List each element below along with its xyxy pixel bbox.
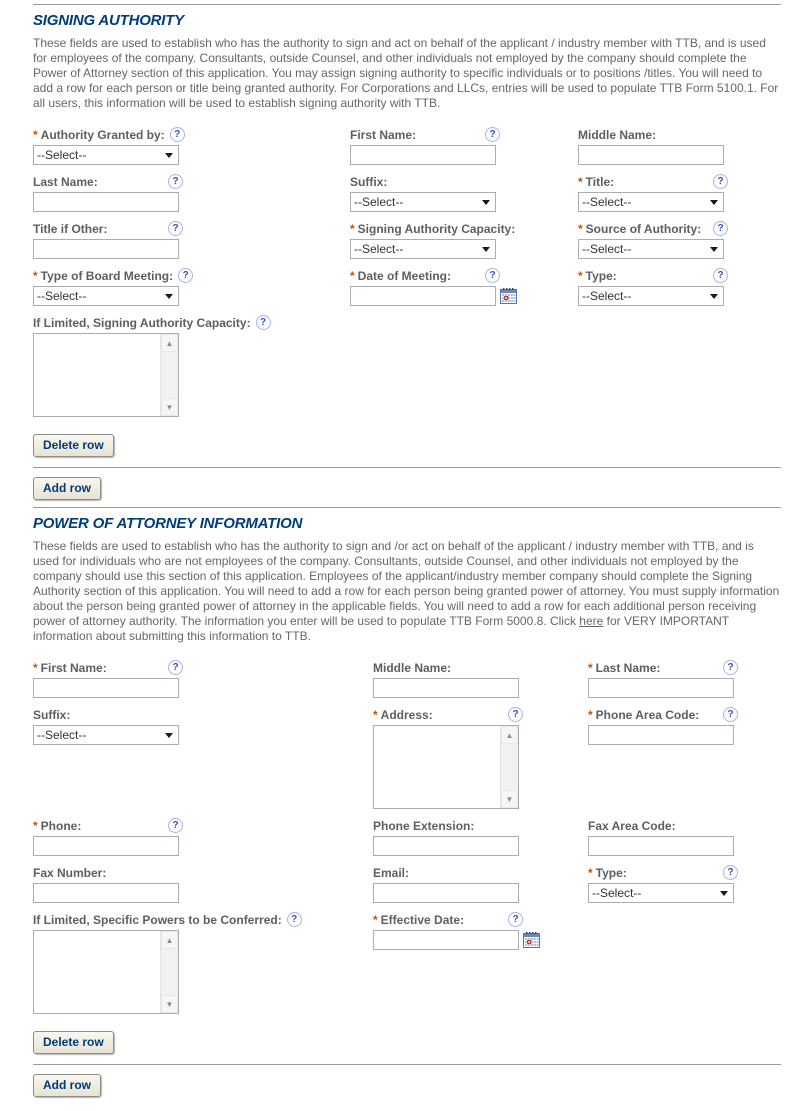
required-marker: * [33,818,38,833]
scroll-up-icon[interactable]: ▲ [161,334,178,352]
source-of-authority-select-wrap [578,239,724,259]
poa-type-select[interactable] [588,883,734,903]
help-icon[interactable]: ? [713,268,728,283]
type-field [578,268,781,306]
poa-middle-name-input[interactable] [373,678,519,698]
field-label: Type of Board Meeting: [40,268,174,283]
section-signing-authority [33,12,781,500]
authority-granted-by-select-wrap [33,145,179,165]
poa-type-label [588,865,738,880]
top-divider [33,4,781,5]
label-text-group [350,222,515,236]
description-text: for VERY IMPORTANT information about submitting this information to TTB. [33,614,729,643]
poa-phone-area-code-field [588,707,781,745]
field-label: Address: [380,707,433,722]
poa-type-field [588,865,781,903]
help-icon[interactable]: ? [485,127,500,142]
help-icon[interactable]: ? [508,912,523,927]
signing-authority-capacity-label [350,221,516,236]
poa-effective-date-date-wrap [373,930,588,950]
poa-phone-input[interactable] [33,836,179,856]
field-row [33,707,781,809]
required-marker: * [588,707,593,722]
suffix-select-wrap [350,192,496,212]
poa-phone-field [33,818,373,856]
help-icon[interactable]: ? [723,660,738,675]
section-title: SIGNING AUTHORITY [33,12,185,29]
scroll-down-icon[interactable]: ▼ [161,995,178,1013]
section-description [33,539,781,644]
poa-if-limited-specific-powers-textarea[interactable] [34,931,160,1013]
field-row [33,268,781,306]
field-label: Title if Other: [33,221,108,236]
poa-address-textarea[interactable] [374,726,500,808]
poa-first-name-label [33,660,183,675]
help-icon[interactable]: ? [168,221,183,236]
power-of-attorney-fields [33,660,781,1014]
poa-first-name-field [33,660,373,698]
required-marker: * [578,268,583,283]
field-row [33,912,781,1014]
type-select-wrap [578,286,724,306]
poa-suffix-label [33,707,183,722]
poa-last-name-input[interactable] [588,678,734,698]
label-text-group [578,128,656,142]
scroll-down-icon[interactable]: ▼ [161,398,178,416]
label-text-group [33,661,107,675]
required-marker: * [33,660,38,675]
poa-phone-label [33,818,183,833]
help-icon[interactable]: ? [168,660,183,675]
poa-last-name-field [588,660,781,698]
help-icon[interactable]: ? [178,268,193,283]
field-label: First Name: [40,660,107,675]
field-label: Type: [585,268,617,283]
if-limited-signing-authority-capacity-textarea-wrap [33,333,179,417]
scrollbar[interactable] [160,334,178,416]
button-divider [33,1064,781,1065]
delete-row-button[interactable]: Delete row [33,434,114,457]
signing-authority-capacity-select-wrap [350,239,496,259]
field-label: Suffix: [33,707,71,722]
scroll-up-icon[interactable]: ▲ [501,726,518,744]
section-power-of-attorney [33,515,781,1097]
title-field [578,174,781,212]
label-text-group [588,661,660,675]
section-description: These fields are used to establish who has the authority to sign and act on behalf of the applicant / industry member with TTB, and is used for employees of the company. Consultants, outside Counsel, and other individuals not employed by the company should complete the Power of Attorney section of this application. You may assign signing authority to specific individuals or to positions /titles. You will need to add a row for each person or title being granted authority. For Corporations and LLCs, entries will be used to populate TTB Form 5100.1. For all users, this information will be used to establish signing authority with TTB. [33,36,779,110]
label-text-group [588,819,676,833]
first-name-label [350,127,500,142]
field-label: Type: [595,865,627,880]
field-row [33,221,781,259]
label-text-group [33,819,81,833]
poa-fax-area-code-label [588,818,738,833]
add-row-button[interactable]: Add row [33,1074,101,1097]
authority-granted-by-select[interactable] [33,145,179,165]
label-text-group [350,175,387,189]
scrollbar[interactable] [160,931,178,1013]
help-icon[interactable]: ? [723,707,738,722]
field-row [33,818,781,856]
field-label: Signing Authority Capacity: [357,221,516,236]
title-if-other-field [33,221,350,259]
label-text-group [578,222,701,236]
poa-phone-extension-field [373,818,588,856]
middle-name-input[interactable] [578,145,724,165]
help-icon[interactable]: ? [713,221,728,236]
label-text-group [350,128,416,142]
help-icon[interactable]: ? [287,912,302,927]
required-marker: * [350,221,355,236]
field-row [33,127,781,165]
if-limited-signing-authority-capacity-field [33,315,350,417]
poa-middle-name-field [373,660,588,698]
field-label: Middle Name: [578,127,657,142]
poa-email-field [373,865,588,903]
required-marker: * [588,865,593,880]
type-of-board-meeting-label [33,268,189,283]
label-text-group [373,913,464,927]
required-marker: * [578,221,583,236]
type-of-board-meeting-select[interactable] [33,286,179,306]
field-label: If Limited, Signing Authority Capacity: [33,315,251,330]
poa-fax-number-field [33,865,373,903]
first-name-field [350,127,578,165]
title-if-other-input[interactable] [33,239,179,259]
poa-address-label [373,707,523,722]
date-of-meeting-input[interactable] [350,286,496,306]
label-text-group [33,128,165,142]
field-label: Source of Authority: [585,221,702,236]
poa-if-limited-specific-powers-field [33,912,373,1014]
poa-first-name-input[interactable] [33,678,179,698]
type-of-board-meeting-select-wrap [33,286,179,306]
label-text-group [373,661,451,675]
form-page [0,4,799,1111]
field-label: Middle Name: [373,660,452,675]
poa-phone-extension-label [373,818,523,833]
date-of-meeting-date-wrap [350,286,578,306]
label-text-group [350,269,451,283]
source-of-authority-select[interactable] [578,239,724,259]
required-marker: * [373,707,378,722]
here-link[interactable]: here [579,614,604,628]
help-icon[interactable]: ? [170,127,185,142]
poa-effective-date-field [373,912,588,950]
title-if-other-label [33,221,183,236]
add-row-button[interactable]: Add row [33,477,101,500]
label-text-group [588,708,699,722]
poa-suffix-select-wrap [33,725,179,745]
suffix-field [350,174,578,212]
suffix-select[interactable] [350,192,496,212]
help-icon[interactable]: ? [168,818,183,833]
label-text-group [373,866,409,880]
scroll-up-icon[interactable]: ▲ [161,931,178,949]
field-row [33,174,781,212]
poa-last-name-label [588,660,738,675]
label-text-group [33,269,173,283]
authority-granted-by-label [33,127,183,142]
help-icon[interactable]: ? [713,174,728,189]
type-label [578,268,728,283]
help-icon[interactable]: ? [168,174,183,189]
last-name-field [33,174,350,212]
required-marker: * [33,268,38,283]
poa-address-field [373,707,588,809]
source-of-authority-field [578,221,781,259]
poa-email-label [373,865,523,880]
label-text-group [33,708,70,722]
label-text-group [373,708,433,722]
label-text-group [33,222,107,236]
field-row [33,865,781,903]
poa-fax-number-input[interactable] [33,883,179,903]
field-label: Last Name: [595,660,661,675]
help-icon[interactable]: ? [485,268,500,283]
poa-type-select-wrap [588,883,734,903]
poa-suffix-field [33,707,373,745]
label-text-group [578,175,614,189]
label-text-group [33,866,106,880]
source-of-authority-label [578,221,728,236]
type-select[interactable] [578,286,724,306]
poa-fax-number-label [33,865,183,880]
field-row [33,315,781,417]
suffix-label [350,174,500,189]
field-label: Email: [373,865,410,880]
poa-address-textarea-wrap [373,725,519,809]
help-icon[interactable]: ? [723,865,738,880]
if-limited-signing-authority-capacity-textarea[interactable] [34,334,160,416]
label-text-group [33,175,98,189]
middle-name-field [578,127,781,165]
delete-row-button[interactable]: Delete row [33,1031,114,1054]
poa-middle-name-label [373,660,523,675]
poa-phone-area-code-label [588,707,738,722]
section-divider [33,507,781,508]
field-label: Authority Granted by: [40,127,165,142]
label-text-group [578,269,617,283]
required-marker: * [373,912,378,927]
help-icon[interactable]: ? [508,707,523,722]
authority-granted-by-field [33,127,350,165]
field-label: Fax Number: [33,865,107,880]
first-name-input[interactable] [350,145,496,165]
field-label: Phone Extension: [373,818,475,833]
last-name-input[interactable] [33,192,179,212]
calendar-icon[interactable] [500,288,519,305]
label-text-group [373,819,474,833]
poa-fax-area-code-field [588,818,781,856]
calendar-icon[interactable] [523,932,542,949]
field-label: Last Name: [33,174,98,189]
signing-authority-capacity-select[interactable] [350,239,496,259]
required-marker: * [578,174,583,189]
middle-name-label [578,127,728,142]
field-label: If Limited, Specific Powers to be Conferred: [33,912,282,927]
field-label: Fax Area Code: [588,818,676,833]
poa-email-input[interactable] [373,883,519,903]
required-marker: * [588,660,593,675]
field-label: Suffix: [350,174,388,189]
help-icon[interactable]: ? [256,315,271,330]
scroll-down-icon[interactable]: ▼ [501,790,518,808]
field-label: Date of Meeting: [357,268,452,283]
date-of-meeting-label [350,268,500,283]
required-marker: * [33,127,38,142]
date-of-meeting-field [350,268,578,306]
empty-cell [578,315,781,316]
field-row [33,660,781,698]
poa-if-limited-specific-powers-textarea-wrap [33,930,179,1014]
signing-authority-fields [33,127,781,417]
poa-phone-area-code-input[interactable] [588,725,734,745]
section-title: POWER OF ATTORNEY INFORMATION [33,515,303,532]
signing-authority-capacity-field [350,221,578,259]
poa-fax-area-code-input[interactable] [588,836,734,856]
type-of-board-meeting-field [33,268,350,306]
poa-effective-date-label [373,912,523,927]
field-label: Phone Area Code: [595,707,700,722]
poa-effective-date-input[interactable] [373,930,519,950]
description-text: These fields are used to establish who has the authority to sign and /or act on behalf of the applicant / industry member with TTB, and is used for individuals who are not employees of the company. Consultants, outside Counsel, and other individuals not employed by the company should use this section of this application. Employees of the applicant/industry member company should complete the Signing Authority section of this application. You will need to add a row for each person being granted power of attorney. You must supply information about the person being granted power of attorney in the applicable fields. You will need to add a row for each additional person receiving power of attorney authority. The information you enter will be used to populate TTB Form 5000.8. Click [33,539,780,628]
poa-suffix-select[interactable] [33,725,179,745]
title-select[interactable] [578,192,724,212]
title-select-wrap [578,192,724,212]
field-label: Phone: [40,818,82,833]
scrollbar[interactable] [500,726,518,808]
empty-cell [588,912,781,913]
poa-if-limited-specific-powers-label [33,912,298,927]
if-limited-signing-authority-capacity-label [33,315,267,330]
label-text-group [33,316,251,330]
field-label: Effective Date: [380,912,465,927]
required-marker: * [350,268,355,283]
button-divider [33,467,781,468]
poa-phone-extension-input[interactable] [373,836,519,856]
field-label: Title: [585,174,615,189]
label-text-group [588,866,627,880]
title-label [578,174,728,189]
field-label: First Name: [350,127,417,142]
last-name-label [33,174,183,189]
label-text-group [33,913,282,927]
empty-cell [350,315,578,316]
